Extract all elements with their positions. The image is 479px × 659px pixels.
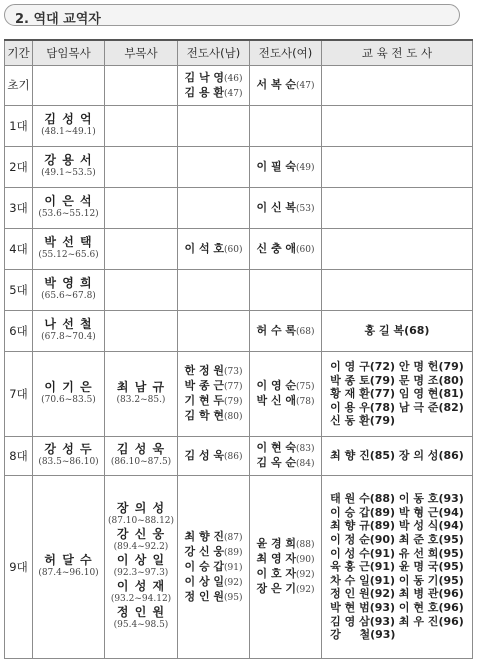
period-label: 4대 [9, 241, 28, 256]
male-evangelist-list [184, 242, 242, 257]
male-evangelist-name: 김 낙 영 [184, 70, 225, 84]
female-evangelist-cell [250, 437, 322, 476]
period-label: 7대 [9, 386, 28, 401]
associate-pastor-cell [105, 147, 178, 188]
female-evangelist-year: (53) [296, 203, 315, 214]
senior-pastor-name: 박 선 택 [44, 235, 93, 249]
male-evangelist-year: (86) [224, 451, 243, 462]
female-evangelist-cell [250, 476, 322, 659]
pastors-table [4, 39, 473, 659]
male-evangelist-cell [178, 476, 250, 659]
female-evangelist-list [256, 201, 314, 216]
male-evangelist-cell [178, 311, 250, 352]
male-evangelist-name: 이 상 일 [184, 574, 225, 588]
female-evangelist-year: (47) [296, 81, 315, 91]
female-evangelist-year: (88) [296, 540, 315, 550]
male-evangelist-name: 최 향 진 [184, 529, 225, 543]
male-evangelist-cell [178, 270, 250, 311]
male-evangelist-entry [184, 545, 242, 560]
education-evangelist-list [330, 360, 464, 428]
education-evangelist-cell [322, 188, 473, 229]
female-evangelist-entry [256, 552, 314, 567]
associate-pastor-cell [105, 188, 178, 229]
female-evangelist-entry [256, 160, 314, 175]
senior-pastor-cell [33, 106, 105, 147]
period-label: 1대 [9, 118, 28, 133]
female-evangelist-year: (75) [296, 382, 315, 392]
male-evangelist-list [184, 71, 242, 101]
header-period: 기간 [5, 40, 33, 66]
table-row [5, 147, 473, 188]
period-label: 5대 [9, 282, 28, 297]
education-evangelist-line: 김 영 삼(93) 최 우 진(96) [330, 614, 464, 628]
male-evangelist-name: 김 학 현 [184, 409, 225, 422]
period-label: 초기 [7, 78, 30, 92]
education-evangelist-line: 최 향 진(85) 장 의 성(86) [330, 449, 464, 463]
period-cell [5, 229, 33, 270]
period-cell [5, 476, 33, 659]
female-evangelist-year: (78) [296, 397, 315, 407]
male-evangelist-entry [184, 530, 242, 545]
education-evangelist-cell [322, 437, 473, 476]
male-evangelist-year: (73) [224, 367, 243, 377]
male-evangelist-name: 이 석 호 [184, 241, 225, 255]
senior-pastor-period: (49.1~53.5) [41, 168, 96, 178]
associate-pastor-name: 이 상 일 [116, 553, 166, 567]
associate-pastor-period: (95.4~98.5) [113, 620, 169, 630]
associate-pastor-cell [105, 311, 178, 352]
male-evangelist-list [184, 449, 242, 464]
table-body [5, 66, 473, 659]
education-evangelist-cell [322, 106, 473, 147]
associate-pastor-name: 김 성 욱 [116, 442, 166, 456]
female-evangelist-name: 신 충 애 [256, 241, 297, 255]
female-evangelist-cell [250, 270, 322, 311]
female-evangelist-entry [256, 394, 314, 409]
education-evangelist-line: 최 향 규(89) 박 성 식(94) [330, 519, 464, 533]
female-evangelist-year: (84) [296, 459, 315, 469]
male-evangelist-year: (92) [224, 577, 243, 588]
male-evangelist-year: (80) [224, 412, 243, 422]
male-evangelist-year: (47) [224, 88, 243, 99]
associate-pastor-name: 장 의 성 [116, 501, 166, 515]
female-evangelist-entry [256, 379, 314, 394]
education-evangelist-cell [322, 270, 473, 311]
senior-pastor-name: 나 선 철 [44, 317, 93, 331]
male-evangelist-list [184, 364, 242, 424]
senior-pastor-name: 허 달 수 [44, 553, 93, 567]
female-evangelist-list [256, 379, 314, 409]
male-evangelist-name: 강 신 웅 [184, 544, 225, 558]
male-evangelist-entry [184, 242, 242, 257]
education-evangelist-line: 차 수 일(91) 이 동 기(95) [330, 573, 464, 587]
table-row [5, 352, 473, 437]
table-row [5, 437, 473, 476]
section-title: 2. 역대 교역자 [15, 12, 101, 27]
male-evangelist-entry [184, 560, 242, 575]
male-evangelist-year: (89) [224, 547, 243, 558]
female-evangelist-cell [250, 106, 322, 147]
male-evangelist-entry [184, 394, 242, 409]
education-evangelist-line: 육 홍 근(91) 윤 명 국(95) [330, 560, 464, 574]
male-evangelist-year: (60) [224, 244, 243, 255]
male-evangelist-entry [184, 364, 242, 379]
male-evangelist-cell [178, 437, 250, 476]
education-evangelist-line: 이 용 우(78) 남 극 준(82) [330, 400, 464, 414]
senior-pastor-period: (65.6~67.8) [41, 291, 96, 301]
period-label: 6대 [9, 323, 28, 338]
education-evangelist-line: 홍 길 복(68) [364, 324, 430, 338]
male-evangelist-cell [178, 352, 250, 437]
female-evangelist-name: 이 현 숙 [256, 441, 297, 454]
female-evangelist-cell [250, 66, 322, 106]
period-cell [5, 188, 33, 229]
female-evangelist-name: 이 신 복 [256, 200, 297, 214]
associate-pastor-name: 최 남 규 [116, 380, 166, 394]
header-senior-pastor: 담임목사 [33, 40, 105, 66]
period-cell [5, 106, 33, 147]
period-cell [5, 437, 33, 476]
senior-pastor-period: (48.1~49.1) [41, 127, 96, 137]
male-evangelist-cell [178, 229, 250, 270]
section-header [4, 4, 460, 26]
education-evangelist-cell [322, 311, 473, 352]
female-evangelist-entry [256, 441, 314, 456]
male-evangelist-entry [184, 575, 242, 590]
male-evangelist-name: 김 용 환 [184, 85, 225, 99]
period-cell [5, 270, 33, 311]
male-evangelist-name: 정 인 원 [184, 589, 225, 603]
education-evangelist-line: 이 영 구(72) 안 명 헌(79) [330, 360, 464, 374]
female-evangelist-year: (90) [296, 555, 315, 565]
male-evangelist-cell [178, 106, 250, 147]
female-evangelist-name: 이 영 순 [256, 379, 297, 392]
education-evangelist-line: 강 철(93) [330, 628, 396, 642]
male-evangelist-name: 박 종 근 [184, 379, 225, 392]
senior-pastor-period: (67.8~70.4) [41, 332, 96, 342]
female-evangelist-entry [256, 582, 314, 597]
senior-pastor-name: 강 용 서 [44, 153, 93, 167]
associate-pastor-cell [105, 270, 178, 311]
female-evangelist-year: (92) [296, 585, 315, 595]
male-evangelist-entry [184, 590, 242, 605]
male-evangelist-year: (77) [224, 382, 243, 392]
table-row [5, 311, 473, 352]
associate-pastor-period: (87.10~88.12) [107, 516, 175, 526]
table-row [5, 229, 473, 270]
period-cell [5, 311, 33, 352]
female-evangelist-name: 윤 경 희 [256, 537, 297, 550]
senior-pastor-cell [33, 270, 105, 311]
senior-pastor-name: 김 성 억 [44, 112, 93, 126]
education-evangelist-cell [322, 352, 473, 437]
female-evangelist-name: 장 은 기 [256, 582, 297, 595]
female-evangelist-name: 허 수 록 [256, 323, 297, 337]
table-row [5, 476, 473, 659]
period-label: 9대 [9, 559, 28, 574]
associate-pastor-name: 정 인 원 [116, 605, 166, 619]
female-evangelist-list [256, 441, 314, 471]
education-evangelist-line: 태 원 수(88) 이 동 호(93) [330, 492, 464, 506]
senior-pastor-cell [33, 476, 105, 659]
associate-pastor-period: (86.10~87.5) [110, 457, 172, 467]
male-evangelist-entry [184, 409, 242, 424]
female-evangelist-entry [256, 537, 314, 552]
education-evangelist-line: 신 동 환(79) [330, 414, 396, 428]
female-evangelist-name: 이 호 자 [256, 567, 297, 580]
female-evangelist-name: 서 복 순 [256, 78, 297, 91]
senior-pastor-cell [33, 311, 105, 352]
associate-pastor-cell [105, 476, 178, 659]
associate-pastor-cell [105, 66, 178, 106]
education-evangelist-cell [322, 476, 473, 659]
male-evangelist-name: 이 승 갑 [184, 559, 225, 573]
female-evangelist-entry [256, 567, 314, 582]
female-evangelist-year: (92) [296, 570, 315, 580]
female-evangelist-entry [256, 78, 314, 93]
senior-pastor-cell [33, 352, 105, 437]
female-evangelist-cell [250, 188, 322, 229]
header-education-evangelist: 교 육 전 도 사 [322, 40, 473, 66]
period-cell [5, 147, 33, 188]
female-evangelist-name: 최 영 자 [256, 552, 297, 565]
female-evangelist-year: (49) [296, 162, 315, 173]
associate-pastor-cell [105, 229, 178, 270]
senior-pastor-name: 박 영 희 [44, 276, 93, 290]
female-evangelist-entry [256, 456, 314, 471]
female-evangelist-list [256, 160, 314, 175]
associate-pastor-cell [105, 106, 178, 147]
education-evangelist-line: 황 재 환(77) 임 영 현(81) [330, 387, 464, 401]
associate-pastor-name: 이 성 재 [116, 579, 166, 593]
male-evangelist-cell [178, 66, 250, 106]
male-evangelist-cell [178, 188, 250, 229]
senior-pastor-cell [33, 437, 105, 476]
education-evangelist-cell [322, 229, 473, 270]
education-evangelist-line: 정 인 원(92) 최 병 관(96) [330, 587, 464, 601]
period-label: 3대 [9, 200, 28, 215]
senior-pastor-period: (70.6~83.5) [41, 395, 96, 405]
female-evangelist-entry [256, 324, 314, 339]
education-evangelist-list [330, 449, 464, 463]
associate-pastor-period: (83.2~85.) [116, 395, 166, 405]
female-evangelist-list [256, 537, 314, 597]
table-row [5, 66, 473, 106]
female-evangelist-cell [250, 147, 322, 188]
senior-pastor-name: 이 기 은 [44, 380, 93, 394]
period-label: 2대 [9, 159, 28, 174]
senior-pastor-cell [33, 66, 105, 106]
associate-pastor-period: (93.2~94.12) [110, 594, 172, 604]
senior-pastor-period: (87.4~96.10) [38, 568, 99, 578]
senior-pastor-name: 강 성 두 [44, 442, 93, 456]
education-evangelist-list [365, 324, 430, 338]
header-male-evangelist: 전도사(남) [178, 40, 250, 66]
table-row [5, 106, 473, 147]
senior-pastor-name: 이 은 석 [44, 194, 93, 208]
female-evangelist-entry [256, 242, 314, 257]
period-cell [5, 66, 33, 106]
female-evangelist-cell [250, 352, 322, 437]
table-row [5, 270, 473, 311]
associate-pastor-name: 강 신 웅 [116, 527, 166, 541]
male-evangelist-name: 김 성 욱 [184, 448, 225, 462]
female-evangelist-list [256, 242, 314, 257]
female-evangelist-cell [250, 229, 322, 270]
male-evangelist-year: (79) [224, 397, 243, 407]
associate-pastor-period: (92.3~97.3) [113, 568, 169, 578]
male-evangelist-entry [184, 449, 242, 464]
header-female-evangelist: 전도사(여) [250, 40, 322, 66]
education-evangelist-cell [322, 66, 473, 106]
education-evangelist-line: 이 승 갑(89) 박 형 근(94) [330, 505, 464, 519]
female-evangelist-year: (83) [296, 444, 315, 454]
senior-pastor-period: (55.12~65.6) [38, 250, 99, 260]
associate-pastor-cell [105, 352, 178, 437]
female-evangelist-entry [256, 201, 314, 216]
associate-pastor-cell [105, 437, 178, 476]
female-evangelist-cell [250, 311, 322, 352]
male-evangelist-entry [184, 71, 242, 86]
female-evangelist-name: 김 옥 순 [256, 456, 297, 469]
period-label: 8대 [9, 448, 28, 463]
education-evangelist-line: 박 현 범(93) 이 현 호(96) [330, 600, 464, 614]
education-evangelist-line: 이 정 순(90) 최 준 호(95) [330, 533, 464, 547]
senior-pastor-period: (53.6~55.12) [38, 209, 99, 219]
period-cell [5, 352, 33, 437]
education-evangelist-list [330, 492, 464, 642]
education-evangelist-line: 박 종 토(79) 문 명 조(80) [330, 373, 464, 387]
education-evangelist-line: 이 성 수(91) 유 선 희(95) [330, 546, 464, 560]
female-evangelist-list [256, 78, 314, 93]
male-evangelist-cell [178, 147, 250, 188]
senior-pastor-cell [33, 229, 105, 270]
senior-pastor-cell [33, 147, 105, 188]
male-evangelist-year: (91) [224, 562, 243, 573]
female-evangelist-year: (68) [296, 326, 315, 337]
male-evangelist-entry [184, 86, 242, 101]
education-evangelist-cell [322, 147, 473, 188]
male-evangelist-year: (46) [224, 73, 243, 84]
senior-pastor-period: (83.5~86.10) [38, 457, 99, 467]
female-evangelist-year: (60) [296, 244, 315, 255]
associate-pastor-period: (89.4~92.2) [113, 542, 169, 552]
senior-pastor-cell [33, 188, 105, 229]
male-evangelist-name: 기 현 두 [184, 394, 225, 407]
male-evangelist-name: 한 정 원 [184, 364, 225, 377]
male-evangelist-year: (95) [224, 592, 243, 603]
female-evangelist-list [256, 324, 314, 339]
table-row [5, 188, 473, 229]
male-evangelist-year: (87) [224, 532, 243, 543]
female-evangelist-name: 이 필 숙 [256, 159, 297, 173]
table-header-row [5, 40, 473, 66]
header-associate-pastor: 부목사 [105, 40, 178, 66]
male-evangelist-entry [184, 379, 242, 394]
male-evangelist-list [184, 530, 242, 605]
female-evangelist-name: 박 신 애 [256, 394, 297, 407]
